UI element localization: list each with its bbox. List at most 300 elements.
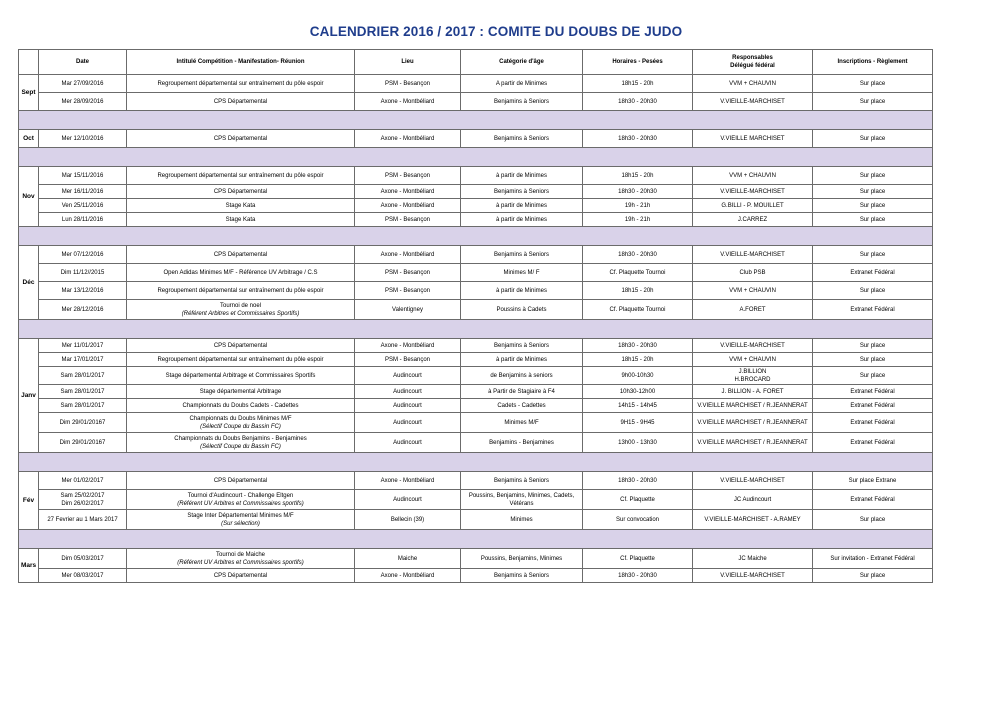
cell-responsables: [693, 549, 813, 569]
cell-intitule-text: CPS Départemental: [213, 188, 268, 195]
header-responsables: [693, 50, 813, 75]
cell-horaires-text: 18h30 - 20h30: [618, 188, 657, 195]
cell-date-text: Lun 28/11/2016: [61, 216, 104, 223]
cell-horaires: [583, 413, 693, 433]
month-label: Mars: [19, 549, 39, 583]
cell-date: [39, 300, 127, 320]
cell-inscriptions-text: Extranet Fédéral: [850, 439, 895, 446]
cell-date: [39, 433, 127, 453]
cell-intitule-text: Championnats du Doubs Minimes M/F: [189, 415, 292, 422]
cell-horaires-text: 10h30-12h00: [619, 388, 656, 395]
cell-responsables-text: VVM + CHAUVIN: [729, 287, 776, 294]
cell-inscriptions-text: Sur place: [859, 188, 886, 195]
cell-responsables: [693, 367, 813, 385]
cell-lieu: [355, 185, 461, 199]
cell-categorie: [461, 93, 583, 111]
cell-intitule-text: Stage départemental Arbitrage et Commissaires Sportifs: [165, 372, 316, 379]
cell-horaires-text: 18h30 - 20h30: [618, 98, 657, 105]
cell-inscriptions: [813, 413, 933, 433]
cell-date: [39, 213, 127, 227]
cell-lieu-text: PSM - Besançon: [384, 269, 431, 276]
table-row: [19, 385, 933, 399]
cell-inscriptions-text: Sur place: [859, 287, 886, 294]
cell-lieu: [355, 472, 461, 490]
cell-lieu-text: Audincourt: [393, 388, 422, 395]
cell-categorie: [461, 353, 583, 367]
cell-lieu-text: Axone - Montbéliard: [380, 188, 435, 195]
cell-categorie: [461, 246, 583, 264]
cell-inscriptions: [813, 510, 933, 530]
cell-categorie: [461, 282, 583, 300]
cell-intitule-text: Stage Kata: [225, 216, 256, 223]
cell-horaires: [583, 167, 693, 185]
month-label: Janv: [19, 339, 39, 453]
cell-date: [39, 185, 127, 199]
cell-date: [39, 490, 127, 510]
table-row: [19, 93, 933, 111]
cell-horaires: [583, 490, 693, 510]
cell-inscriptions-text: Extranet Fédéral: [850, 269, 895, 276]
cell-intitule: [127, 339, 355, 353]
separator-cell: [19, 530, 933, 549]
cell-horaires-text: 19h - 21h: [624, 216, 651, 223]
cell-lieu-text: PSM - Besançon: [384, 287, 431, 294]
month-separator-row: [19, 148, 933, 167]
cell-responsables-text: J.BILLION: [738, 368, 767, 375]
cell-inscriptions: [813, 300, 933, 320]
cell-responsables-text: Club PSB: [739, 269, 766, 276]
cell-categorie: [461, 185, 583, 199]
cell-date: [39, 199, 127, 213]
cell-responsables-text: V.VIEILLE-MARCHISET: [720, 572, 785, 579]
cell-date-text: Dim 29/01/20167: [59, 439, 106, 446]
cell-responsables: [693, 246, 813, 264]
cell-date: [39, 385, 127, 399]
cell-horaires: [583, 549, 693, 569]
cell-lieu-text: Maiche: [397, 555, 418, 562]
cell-responsables-text: VVM + CHAUVIN: [729, 172, 776, 179]
cell-lieu-text: Audincourt: [393, 402, 422, 409]
cell-intitule-text: Tournoi d'Audincourt - Challenge Eltgen: [187, 492, 294, 499]
cell-lieu-text: Axone - Montbéliard: [380, 98, 435, 105]
cell-categorie-text: de Benjamins à seniors: [490, 372, 553, 379]
cell-categorie: [461, 569, 583, 583]
cell-date: [39, 549, 127, 569]
cell-inscriptions-text: Sur place: [859, 572, 886, 579]
cell-lieu-text: Audincourt: [393, 419, 422, 426]
cell-horaires: [583, 569, 693, 583]
cell-categorie-text: Minimes: [510, 516, 533, 523]
cell-responsables-text: JC Audincourt: [733, 496, 772, 503]
cell-lieu: [355, 399, 461, 413]
cell-horaires: [583, 199, 693, 213]
table-row: [19, 549, 933, 569]
cell-responsables-text: J.CARREZ: [737, 216, 768, 223]
cell-lieu: [355, 413, 461, 433]
cell-categorie: [461, 213, 583, 227]
month-label: Fév: [19, 472, 39, 530]
cell-inscriptions-text: Sur place: [859, 135, 886, 142]
table-row: [19, 199, 933, 213]
cell-responsables-text: V.VIEILLE-MARCHISET: [720, 188, 785, 195]
cell-categorie: [461, 549, 583, 569]
cell-responsables-text: V.VIEILLE MARCHISET / R.JEANNERAT: [697, 419, 808, 426]
cell-responsables: [693, 433, 813, 453]
cell-horaires: [583, 130, 693, 148]
header-categorie: Catégorie d'âge: [461, 50, 583, 75]
calendar-table: [18, 49, 933, 583]
cell-categorie: [461, 510, 583, 530]
cell-categorie-text: Benjamins à Seniors: [493, 98, 550, 105]
cell-lieu: [355, 130, 461, 148]
cell-lieu: [355, 300, 461, 320]
cell-responsables: [693, 130, 813, 148]
cell-categorie: [461, 199, 583, 213]
page-title: CALENDRIER 2016 / 2017 : COMITE DU DOUBS DE JUDO: [309, 24, 683, 39]
cell-date-text: Dim 29/01/20167: [59, 419, 106, 426]
table-row: [19, 282, 933, 300]
cell-lieu-text: Axone - Montbéliard: [380, 572, 435, 579]
table-row: [19, 510, 933, 530]
cell-date: [39, 75, 127, 93]
cell-responsables-text: JC Maiche: [738, 555, 767, 562]
cell-date-text: Sam 28/01/2017: [60, 402, 105, 409]
cell-categorie: [461, 490, 583, 510]
cell-date-text: Dim 11/12//2015: [60, 269, 105, 276]
cell-inscriptions: [813, 490, 933, 510]
cell-lieu-text: Axone - Montbéliard: [380, 202, 435, 209]
cell-responsables: [693, 213, 813, 227]
cell-intitule-text: Tournoi de Maiche: [215, 551, 266, 558]
cell-inscriptions-text: Extranet Fédéral: [850, 419, 895, 426]
cell-categorie: [461, 385, 583, 399]
cell-lieu: [355, 433, 461, 453]
cell-intitule-text: Championnats du Doubs Cadets - Cadettes: [182, 402, 299, 409]
cell-categorie-text: à partir de Minimes: [495, 172, 548, 179]
cell-responsables-text: V.VIEILLE MARCHISET / R.JEANNERAT: [697, 402, 808, 409]
cell-horaires: [583, 282, 693, 300]
cell-categorie-text: à Partir de Stagiaire à F4: [488, 388, 555, 395]
cell-inscriptions-text: Sur place: [859, 216, 886, 223]
cell-categorie: [461, 339, 583, 353]
cell-lieu: [355, 510, 461, 530]
cell-inscriptions: [813, 199, 933, 213]
table-row: [19, 472, 933, 490]
cell-horaires: [583, 399, 693, 413]
cell-intitule: [127, 510, 355, 530]
cell-inscriptions-text: Sur place: [859, 342, 886, 349]
cell-responsables: [693, 413, 813, 433]
cell-categorie-text: Poussins, Benjamins, Minimes: [480, 555, 563, 562]
cell-date: [39, 569, 127, 583]
cell-responsables: [693, 167, 813, 185]
cell-categorie: [461, 413, 583, 433]
cell-horaires-text: Cf. Plaquette: [620, 555, 655, 562]
cell-lieu-text: Axone - Montbéliard: [380, 477, 435, 484]
cell-responsables: [693, 569, 813, 583]
cell-categorie: [461, 130, 583, 148]
cell-date-text: Mar 15/11/2016: [61, 172, 104, 179]
cell-categorie-text: Poussins à Cadets: [496, 306, 547, 313]
cell-date-text: Mer 12/10/2016: [61, 135, 104, 142]
cell-lieu-text: PSM - Besançon: [384, 356, 431, 363]
header-intitule: Intitulé Compétition - Manifestation- Réunion: [127, 50, 355, 75]
cell-inscriptions-text: Sur place: [859, 172, 886, 179]
cell-intitule-text: Championnats du Doubs Benjamins - Benjamines: [174, 435, 307, 442]
cell-date-text: Dim 05/03/2017: [61, 555, 104, 562]
cell-horaires-text: 18h30 - 20h30: [618, 251, 657, 258]
cell-responsables: [693, 490, 813, 510]
cell-date: [39, 510, 127, 530]
cell-intitule-text: Open Adidas Minimes M/F - Référence UV Arbitrage / C.S: [163, 269, 318, 276]
separator-cell: [19, 453, 933, 472]
cell-inscriptions: [813, 385, 933, 399]
table-row: [19, 300, 933, 320]
cell-responsables: [693, 75, 813, 93]
cell-intitule-subtitle: (Référent UV Arbitres et Commissaires sportifs): [177, 559, 304, 566]
cell-inscriptions-text: Sur place: [859, 356, 886, 363]
cell-horaires-text: 9h00-10h30: [621, 372, 654, 379]
cell-lieu-text: PSM - Besançon: [384, 172, 431, 179]
cell-categorie: [461, 472, 583, 490]
cell-responsables: [693, 300, 813, 320]
cell-inscriptions-text: Sur place: [859, 251, 886, 258]
cell-date: [39, 246, 127, 264]
cell-lieu-text: PSM - Besançon: [384, 80, 431, 87]
table-row: [19, 130, 933, 148]
cell-inscriptions-text: Sur place: [859, 202, 886, 209]
cell-categorie: [461, 75, 583, 93]
cell-responsables: [693, 282, 813, 300]
cell-horaires-text: Cf. Plaquette Tournoi: [609, 306, 666, 313]
cell-inscriptions: [813, 282, 933, 300]
cell-intitule: [127, 130, 355, 148]
cell-responsables: [693, 472, 813, 490]
month-separator-row: [19, 530, 933, 549]
cell-intitule: [127, 213, 355, 227]
cell-responsables-text: V.VIEILLE-MARCHISET: [720, 251, 785, 258]
cell-inscriptions: [813, 130, 933, 148]
table-row: [19, 246, 933, 264]
table-row: [19, 433, 933, 453]
cell-horaires-text: 18h30 - 20h30: [618, 477, 657, 484]
cell-inscriptions: [813, 569, 933, 583]
cell-intitule-subtitle: (Référent Arbitres et Commissaires Sportifs): [181, 310, 300, 317]
cell-inscriptions-text: Extranet Fédéral: [850, 402, 895, 409]
cell-lieu: [355, 385, 461, 399]
cell-intitule: [127, 490, 355, 510]
cell-categorie-text: Benjamins - Benjamines: [489, 439, 554, 446]
cell-date-text: Mer 08/03/2017: [61, 572, 104, 579]
cell-categorie: [461, 433, 583, 453]
separator-cell: [19, 227, 933, 246]
cell-responsables: [693, 93, 813, 111]
cell-horaires-text: 9H15 - 9H45: [620, 419, 655, 426]
cell-inscriptions-text: Sur invitation - Extranet Fédéral: [830, 555, 915, 562]
cell-horaires: [583, 367, 693, 385]
table-row: [19, 353, 933, 367]
cell-responsables: [693, 353, 813, 367]
month-separator-row: [19, 227, 933, 246]
cell-responsables: [693, 385, 813, 399]
cell-lieu: [355, 246, 461, 264]
cell-date-text: Sam 25/02/2017: [60, 492, 105, 499]
cell-date-text: Mar 27/09/2016: [61, 80, 104, 87]
cell-intitule: [127, 413, 355, 433]
cell-responsables-text: V.VIEILLE MARCHISET: [720, 135, 785, 142]
cell-horaires-text: 19h - 21h: [624, 202, 651, 209]
cell-responsables-text: V.VIEILLE MARCHISET / R.JEANNERAT: [697, 439, 808, 446]
cell-lieu-text: Audincourt: [393, 496, 422, 503]
cell-horaires-text: 18h15 - 20h: [621, 80, 654, 87]
month-separator-row: [19, 320, 933, 339]
cell-intitule-text: CPS Départemental: [213, 98, 268, 105]
cell-horaires-text: 18h30 - 20h30: [618, 135, 657, 142]
cell-date-text: Mer 28/09/2016: [61, 98, 104, 105]
cell-intitule-text: Stage Kata: [225, 202, 256, 209]
cell-categorie-text: Benjamins à Seniors: [493, 477, 550, 484]
table-row: [19, 185, 933, 199]
cell-inscriptions-text: Extranet Fédéral: [850, 496, 895, 503]
cell-inscriptions: [813, 246, 933, 264]
cell-inscriptions-text: Sur place: [859, 372, 886, 379]
cell-inscriptions-text: Sur place Extrane: [848, 477, 897, 484]
header-inscriptions: Inscriptions - Règlement: [813, 50, 933, 75]
cell-date: [39, 353, 127, 367]
cell-intitule: [127, 385, 355, 399]
cell-categorie: [461, 399, 583, 413]
cell-lieu: [355, 353, 461, 367]
cell-inscriptions: [813, 433, 933, 453]
month-header: [19, 50, 39, 75]
cell-inscriptions: [813, 93, 933, 111]
cell-intitule: [127, 93, 355, 111]
header-responsables-line1: Responsables: [732, 55, 773, 61]
cell-inscriptions: [813, 75, 933, 93]
month-label: Déc: [19, 246, 39, 320]
cell-intitule-text: Tournoi de noel: [219, 302, 262, 309]
cell-lieu: [355, 549, 461, 569]
header-horaires: Horaires - Pesées: [583, 50, 693, 75]
table-row: [19, 213, 933, 227]
cell-horaires-text: 13h00 - 13h30: [618, 439, 657, 446]
cell-inscriptions-text: Sur place: [859, 80, 886, 87]
cell-intitule: [127, 185, 355, 199]
cell-intitule: [127, 300, 355, 320]
separator-cell: [19, 111, 933, 130]
month-label: Sept: [19, 75, 39, 111]
cell-responsables: [693, 185, 813, 199]
cell-horaires-text: Sur convocation: [615, 516, 660, 523]
cell-categorie-text: A partir de Minimes: [495, 80, 548, 87]
separator-cell: [19, 320, 933, 339]
cell-lieu: [355, 339, 461, 353]
cell-intitule-text: Stage départemental Arbitrage: [199, 388, 282, 395]
cell-inscriptions: [813, 399, 933, 413]
cell-intitule: [127, 282, 355, 300]
cell-responsables-text: V.VIEILLE-MARCHISET: [720, 98, 785, 105]
cell-lieu: [355, 264, 461, 282]
cell-intitule-text: Regroupement départemental sur entraînement du pôle espoir: [157, 80, 324, 87]
month-label: Nov: [19, 167, 39, 227]
cell-horaires-text: 18h15 - 20h: [621, 287, 654, 294]
cell-date-text: Mar 13/12/2016: [61, 287, 104, 294]
header-date: Date: [39, 50, 127, 75]
cell-date-second: Dim 26/02/2017: [61, 500, 104, 507]
cell-responsables-text: V.VIEILLE-MARCHISET: [720, 342, 785, 349]
cell-horaires: [583, 185, 693, 199]
cell-horaires-text: 18h30 - 20h30: [618, 572, 657, 579]
cell-intitule: [127, 569, 355, 583]
cell-responsables-text: VVM + CHAUVIN: [729, 356, 776, 363]
cell-inscriptions: [813, 213, 933, 227]
cell-inscriptions: [813, 185, 933, 199]
cell-horaires: [583, 300, 693, 320]
cell-inscriptions: [813, 353, 933, 367]
cell-categorie-text: à partir de Minimes: [495, 202, 548, 209]
cell-categorie-text: Benjamins à Seniors: [493, 342, 550, 349]
cell-horaires-text: 18h15 - 20h: [621, 356, 654, 363]
cell-intitule-text: CPS Départemental: [213, 572, 268, 579]
month-label: Oct: [19, 130, 39, 148]
cell-intitule: [127, 353, 355, 367]
cell-date-text: Mer 07/12/2016: [61, 251, 104, 258]
table-row: [19, 413, 933, 433]
cell-date: [39, 399, 127, 413]
cell-horaires-text: 18h15 - 20h: [621, 172, 654, 179]
cell-intitule: [127, 367, 355, 385]
cell-responsables-text: J. BILLION - A. FORET: [721, 388, 784, 395]
cell-date-text: Sam 28/01/2017: [60, 372, 105, 379]
cell-inscriptions-text: Sur place: [859, 516, 886, 523]
cell-inscriptions-text: Extranet Fédéral: [850, 388, 895, 395]
cell-categorie: [461, 300, 583, 320]
cell-horaires: [583, 246, 693, 264]
cell-intitule: [127, 433, 355, 453]
cell-lieu-text: Axone - Montbéliard: [380, 251, 435, 258]
month-separator-row: [19, 453, 933, 472]
cell-inscriptions: [813, 472, 933, 490]
cell-intitule-text: CPS Départemental: [213, 135, 268, 142]
cell-responsables: [693, 339, 813, 353]
cell-horaires-text: Cf. Plaquette Tournoi: [609, 269, 666, 276]
separator-cell: [19, 148, 933, 167]
cell-responsables-text: A.FORET: [739, 306, 766, 313]
cell-intitule-text: CPS Départemental: [213, 251, 268, 258]
cell-categorie-text: Minimes M/ F: [503, 269, 540, 276]
cell-intitule: [127, 472, 355, 490]
cell-lieu: [355, 282, 461, 300]
table-row: [19, 264, 933, 282]
cell-intitule-subtitle: (Référent UV Arbitres et Commissaires sportifs): [177, 500, 304, 507]
cell-categorie: [461, 367, 583, 385]
cell-intitule: [127, 399, 355, 413]
table-row: [19, 339, 933, 353]
cell-intitule: [127, 199, 355, 213]
cell-horaires: [583, 93, 693, 111]
cell-inscriptions: [813, 339, 933, 353]
cell-inscriptions: [813, 549, 933, 569]
cell-horaires: [583, 353, 693, 367]
cell-date: [39, 413, 127, 433]
cell-responsables-text: G.BILLI - P. MOUILLET: [721, 202, 784, 209]
cell-lieu: [355, 213, 461, 227]
cell-responsables: [693, 199, 813, 213]
cell-categorie-text: Benjamins à Seniors: [493, 188, 550, 195]
cell-horaires-text: Cf. Plaquette: [620, 496, 655, 503]
cell-categorie-text: à partir de Minimes: [495, 356, 548, 363]
cell-horaires-text: 18h30 - 20h30: [618, 342, 657, 349]
